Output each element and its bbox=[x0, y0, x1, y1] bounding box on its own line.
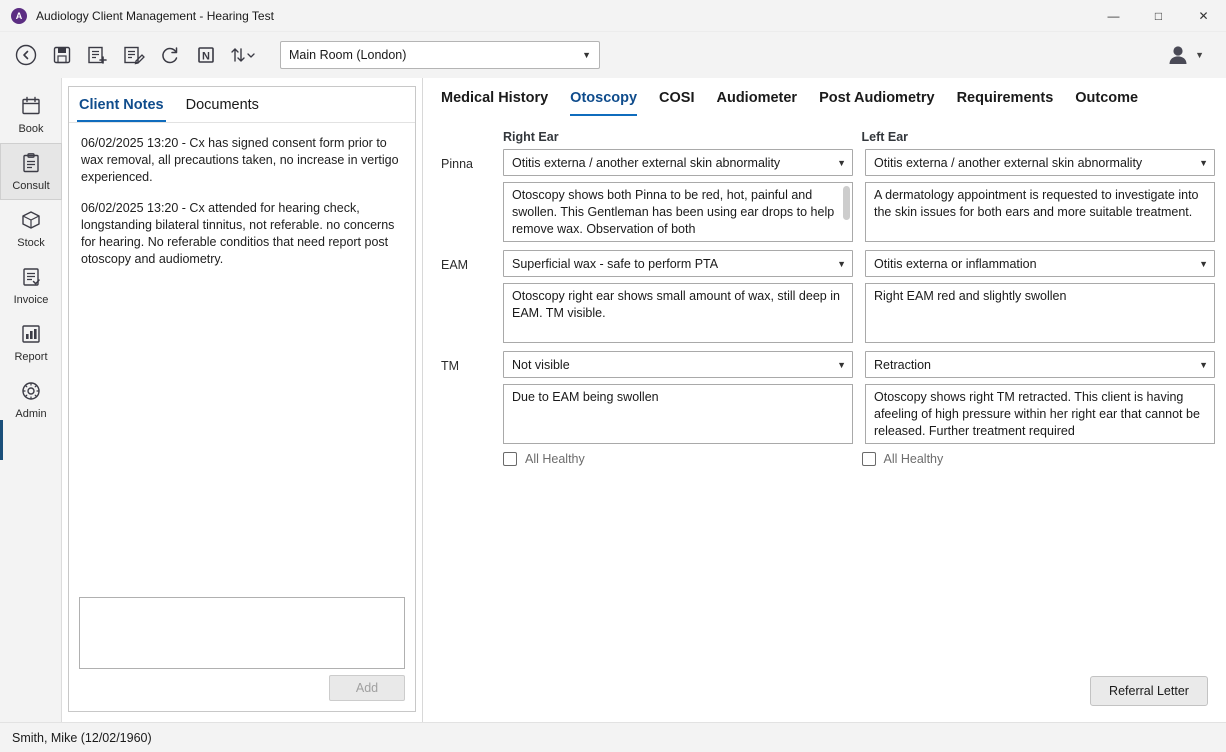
window-title: Audiology Client Management - Hearing Test bbox=[36, 8, 274, 23]
tm-right-notes[interactable]: Due to EAM being swollen bbox=[503, 384, 853, 444]
eam-left-select-value: Otitis externa or inflammation bbox=[874, 256, 1037, 271]
all-healthy-right-label: All Healthy bbox=[525, 452, 585, 466]
eam-right-column bbox=[503, 250, 853, 343]
back-icon[interactable] bbox=[10, 39, 42, 71]
sidebar-item-label: Report bbox=[14, 350, 48, 363]
list-item: 06/02/2025 13:20 - Cx has signed consent form prior to wax removal, all precautions taken, no increase in vertigo experienced. bbox=[81, 136, 399, 184]
tm-left-select[interactable] bbox=[865, 351, 1215, 378]
sidebar-item-consult[interactable] bbox=[0, 143, 62, 200]
sidebar-item-label: Stock bbox=[17, 236, 45, 249]
new-client-icon[interactable] bbox=[82, 39, 114, 71]
sidebar-item-admin[interactable] bbox=[0, 371, 62, 428]
tm-right-select-value: Not visible bbox=[512, 357, 570, 372]
eam-left-notes[interactable]: Right EAM red and slightly swollen bbox=[865, 283, 1215, 343]
otoscopy-form bbox=[423, 116, 1226, 722]
all-healthy-right[interactable] bbox=[503, 452, 850, 466]
eam-left-column bbox=[865, 250, 1215, 343]
tm-right-column bbox=[503, 351, 853, 444]
pinna-left-notes[interactable]: A dermatology appointment is requested to investigate into the skin issues for both ears and more suitable treatment. bbox=[865, 182, 1215, 242]
tab-client-notes[interactable]: Client Notes bbox=[77, 93, 166, 122]
status-bar bbox=[0, 722, 1226, 752]
chevron-down-icon: ▼ bbox=[837, 359, 846, 370]
tab-post-audiometry[interactable]: Post Audiometry bbox=[819, 90, 935, 106]
svg-text:N: N bbox=[202, 50, 210, 63]
chevron-down-icon: ▼ bbox=[582, 50, 591, 60]
tab-otoscopy[interactable]: Otoscopy bbox=[570, 90, 637, 116]
chevron-down-icon: ▼ bbox=[1199, 258, 1208, 269]
notes-tab-strip bbox=[69, 87, 415, 122]
user-menu[interactable] bbox=[1165, 43, 1216, 67]
chart-icon bbox=[20, 323, 42, 348]
sidebar-item-stock[interactable] bbox=[0, 200, 62, 257]
edit-note-icon[interactable] bbox=[118, 39, 150, 71]
eam-right-notes[interactable]: Otoscopy right ear shows small amount of wax, still deep in EAM. TM visible. bbox=[503, 283, 853, 343]
row-label-tm: TM bbox=[441, 359, 460, 373]
otoscopy-row-tm bbox=[441, 351, 1208, 444]
note-input[interactable] bbox=[79, 597, 405, 669]
content-tab-strip bbox=[423, 78, 1226, 116]
app-icon: A bbox=[11, 8, 27, 24]
tm-right-select[interactable] bbox=[503, 351, 853, 378]
pinna-left-select-value: Otitis externa / another external skin abnormality bbox=[874, 155, 1143, 170]
chevron-down-icon: ▼ bbox=[1195, 50, 1204, 60]
title-bar bbox=[0, 0, 1226, 32]
otoscopy-row-pinna bbox=[441, 149, 1208, 242]
ear-headers bbox=[503, 130, 1208, 149]
sidebar-item-report[interactable] bbox=[0, 314, 62, 371]
row-label-pinna: Pinna bbox=[441, 157, 473, 171]
client-notes-panel bbox=[68, 86, 416, 712]
add-note-button[interactable]: Add bbox=[329, 675, 405, 701]
room-select[interactable] bbox=[280, 41, 600, 69]
invoice-icon bbox=[20, 266, 42, 291]
refresh-icon[interactable] bbox=[154, 39, 186, 71]
all-healthy-row bbox=[503, 452, 1208, 466]
checkbox-icon[interactable] bbox=[503, 452, 517, 466]
tab-medical-history[interactable]: Medical History bbox=[441, 90, 549, 106]
tab-audiometer[interactable]: Audiometer bbox=[716, 90, 798, 106]
tab-outcome[interactable]: Outcome bbox=[1075, 90, 1139, 106]
pinna-left-select[interactable] bbox=[865, 149, 1215, 176]
eam-left-select[interactable] bbox=[865, 250, 1215, 277]
pinna-right-notes[interactable]: Otoscopy shows both Pinna to be red, hot, painful and swollen. This Gentleman has been using ear drops to help remove wax. Observation of both bbox=[503, 182, 853, 242]
left-ear-header: Left Ear bbox=[861, 130, 909, 144]
save-icon[interactable] bbox=[46, 39, 78, 71]
pinna-right-select-value: Otitis externa / another external skin abnormality bbox=[512, 155, 781, 170]
sidebar-item-label: Consult bbox=[12, 179, 50, 192]
eam-right-select[interactable] bbox=[503, 250, 853, 277]
referral-letter-button[interactable]: Referral Letter bbox=[1090, 676, 1208, 706]
sidebar-item-invoice[interactable] bbox=[0, 257, 62, 314]
sidebar-item-label: Invoice bbox=[13, 293, 49, 306]
note-add-row bbox=[69, 675, 415, 711]
chevron-down-icon: ▼ bbox=[1199, 157, 1208, 168]
all-healthy-left[interactable] bbox=[862, 452, 1209, 466]
sidebar-item-label: Admin bbox=[15, 407, 47, 420]
notes-icon[interactable] bbox=[190, 39, 222, 71]
tab-documents[interactable]: Documents bbox=[185, 97, 259, 113]
sidebar-item-label: Book bbox=[18, 122, 44, 135]
rail-accent-strip bbox=[0, 420, 3, 460]
chevron-down-icon: ▼ bbox=[837, 157, 846, 168]
box-icon bbox=[20, 209, 42, 234]
pinna-right-column bbox=[503, 149, 853, 242]
tm-left-notes[interactable]: Otoscopy shows right TM retracted. This client is having afeeling of high pressure within her right ear that cannot be released. Further treatment required bbox=[865, 384, 1215, 444]
tm-left-select-value: Retraction bbox=[874, 357, 931, 372]
eam-right-select-value: Superficial wax - safe to perform PTA bbox=[512, 256, 719, 271]
row-label-eam: EAM bbox=[441, 258, 469, 272]
sort-icon[interactable] bbox=[226, 39, 258, 71]
tab-cosi[interactable]: COSI bbox=[659, 90, 695, 106]
main-body bbox=[0, 78, 1226, 722]
close-button[interactable]: ✕ bbox=[1198, 8, 1209, 23]
gear-icon bbox=[20, 380, 42, 405]
room-select-value: Main Room (London) bbox=[289, 48, 407, 62]
all-healthy-left-label: All Healthy bbox=[883, 452, 944, 466]
content-area bbox=[422, 78, 1226, 722]
tab-requirements[interactable]: Requirements bbox=[956, 90, 1054, 106]
chevron-down-icon: ▼ bbox=[837, 258, 846, 269]
status-client-name: Smith, Mike (12/02/1960) bbox=[12, 730, 152, 745]
minimize-button[interactable]: — bbox=[1107, 8, 1120, 23]
checkbox-icon[interactable] bbox=[862, 452, 876, 466]
person-icon bbox=[1165, 43, 1191, 67]
maximize-button[interactable]: □ bbox=[1154, 8, 1163, 23]
otoscopy-row-eam bbox=[441, 250, 1208, 343]
pinna-left-column bbox=[865, 149, 1215, 242]
window-controls bbox=[1091, 0, 1226, 32]
notes-list[interactable] bbox=[69, 122, 415, 597]
calendar-icon bbox=[20, 95, 42, 120]
sidebar-rail bbox=[0, 78, 62, 722]
right-ear-header: Right Ear bbox=[503, 130, 559, 144]
main-toolbar bbox=[0, 32, 1226, 78]
chevron-down-icon: ▼ bbox=[1199, 359, 1208, 370]
list-item: 06/02/2025 13:20 - Cx attended for hearing check, longstanding bilateral tinnitus, not referable. no concerns for hearing. No referable conditios that need report post otoscopy and audiometry. bbox=[81, 201, 395, 266]
tm-left-column bbox=[865, 351, 1215, 444]
pinna-right-select[interactable] bbox=[503, 149, 853, 176]
sidebar-item-book[interactable] bbox=[0, 86, 62, 143]
clipboard-icon bbox=[20, 152, 42, 177]
